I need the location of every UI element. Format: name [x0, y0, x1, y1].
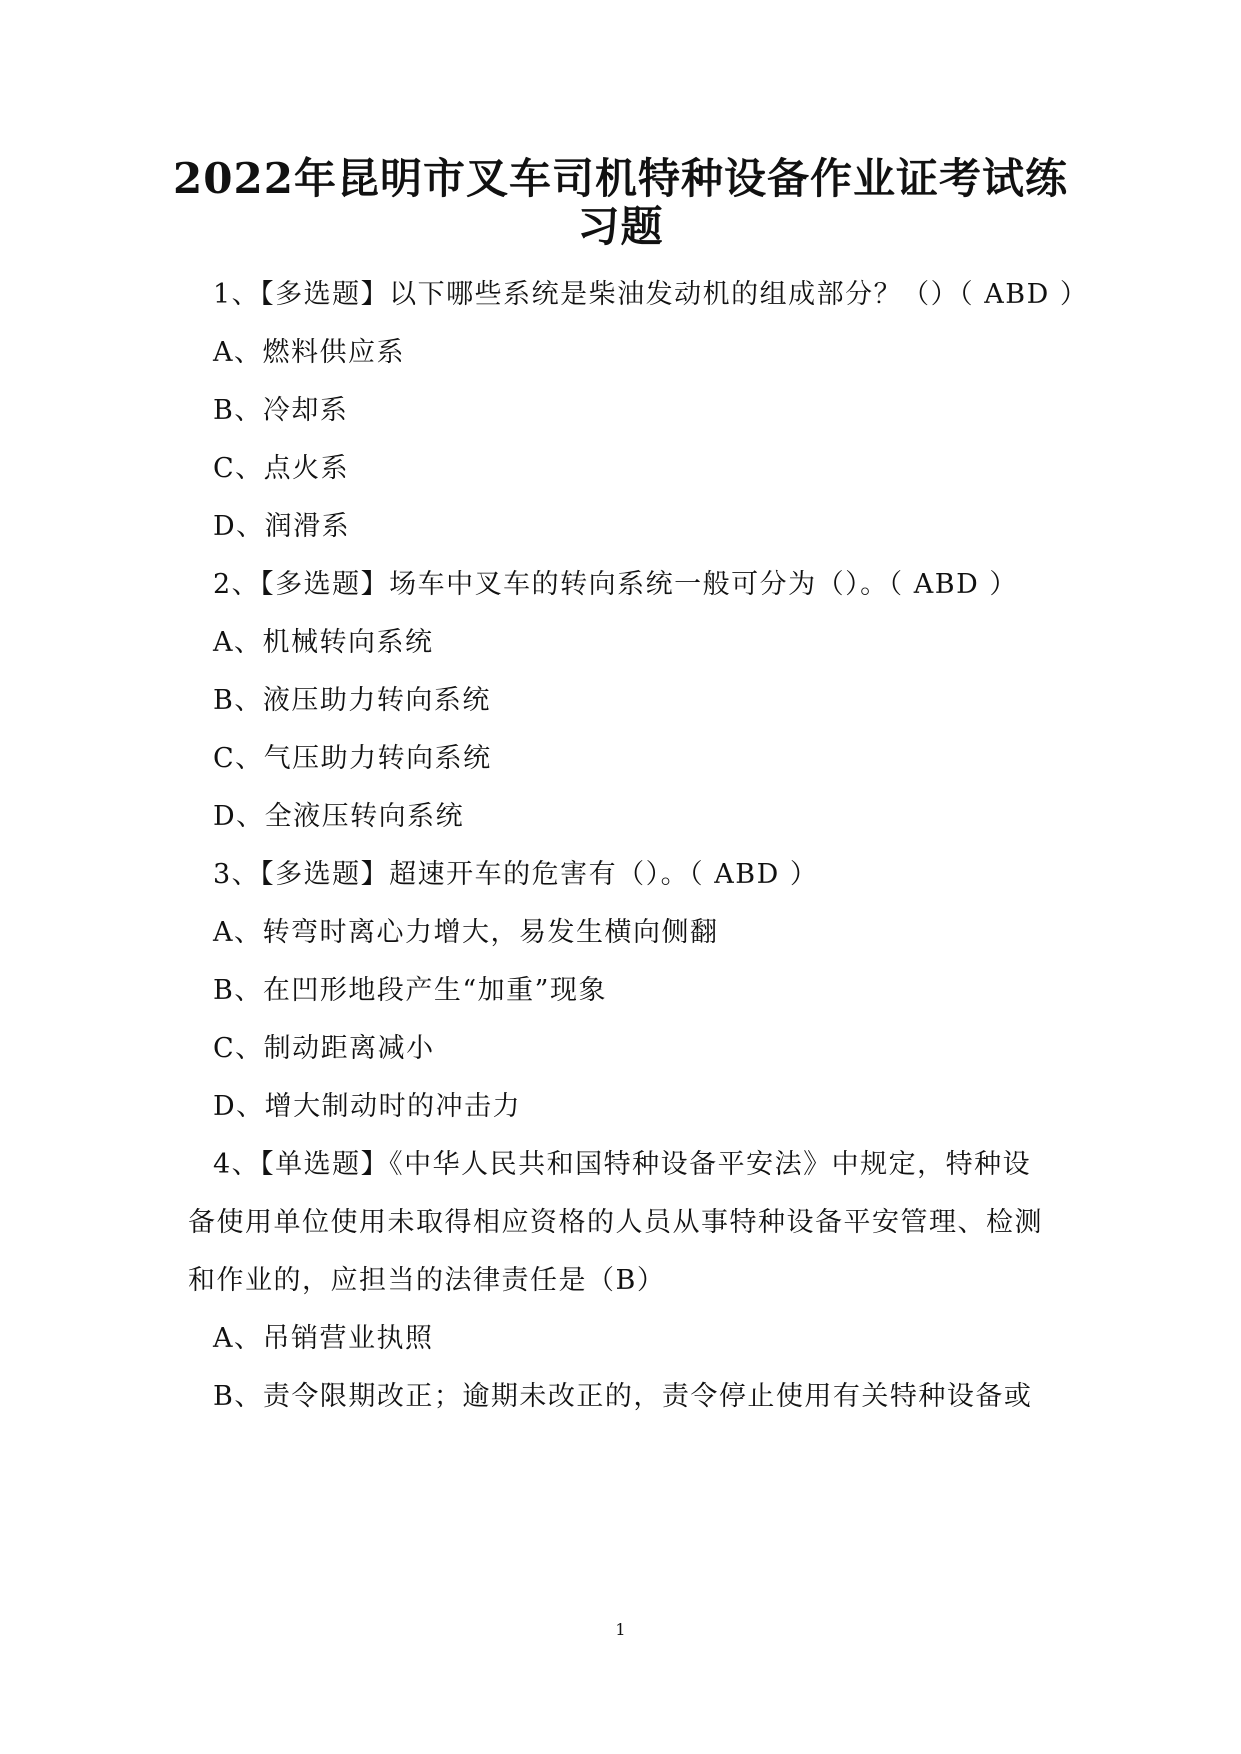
question-3-option-b: B、在凹形地段产生“加重”现象 [213, 975, 607, 1006]
document-title-line-1: 2022年昆明市叉车司机特种设备作业证考试练 [173, 154, 1068, 203]
question-4-line-2: 备使用单位使用未取得相应资格的人员从事特种设备平安管理、检测 [188, 1207, 1043, 1238]
question-2-option-d: D、全液压转向系统 [213, 801, 465, 832]
question-3: 3、【多选题】超速开车的危害有（）。（ ABD ） [213, 859, 819, 890]
question-3-option-c: C、制动距离减小 [213, 1033, 435, 1064]
question-4-option-a: A、吊销营业执照 [213, 1323, 434, 1354]
question-4-option-b: B、责令限期改正；逾期未改正的，责令停止使用有关特种设备或 [213, 1381, 1033, 1412]
question-1-option-a: A、燃料供应系 [213, 337, 405, 368]
document-title-line-2: 习题 [577, 202, 664, 251]
question-2: 2、【多选题】场车中叉车的转向系统一般可分为（）。（ ABD ） [213, 569, 1018, 600]
question-1: 1、【多选题】以下哪些系统是柴油发动机的组成部分？（）（ ABD ） [213, 279, 1089, 310]
question-1-option-c: C、点火系 [213, 453, 350, 484]
question-4-line-3: 和作业的，应担当的法律责任是（B） [188, 1265, 666, 1296]
page-number: 1 [615, 1620, 626, 1639]
question-1-option-d: D、润滑系 [213, 511, 351, 542]
question-2-option-b: B、液压助力转向系统 [213, 685, 491, 716]
question-3-option-d: D、增大制动时的冲击力 [213, 1091, 522, 1122]
question-1-option-b: B、冷却系 [213, 395, 349, 426]
question-2-option-c: C、气压助力转向系统 [213, 743, 492, 774]
question-3-option-a: A、转弯时离心力增大，易发生横向侧翻 [213, 917, 719, 948]
question-2-option-a: A、机械转向系统 [213, 627, 434, 658]
question-4-line-1: 4、【单选题】《中华人民共和国特种设备平安法》中规定，特种设 [213, 1149, 1032, 1180]
